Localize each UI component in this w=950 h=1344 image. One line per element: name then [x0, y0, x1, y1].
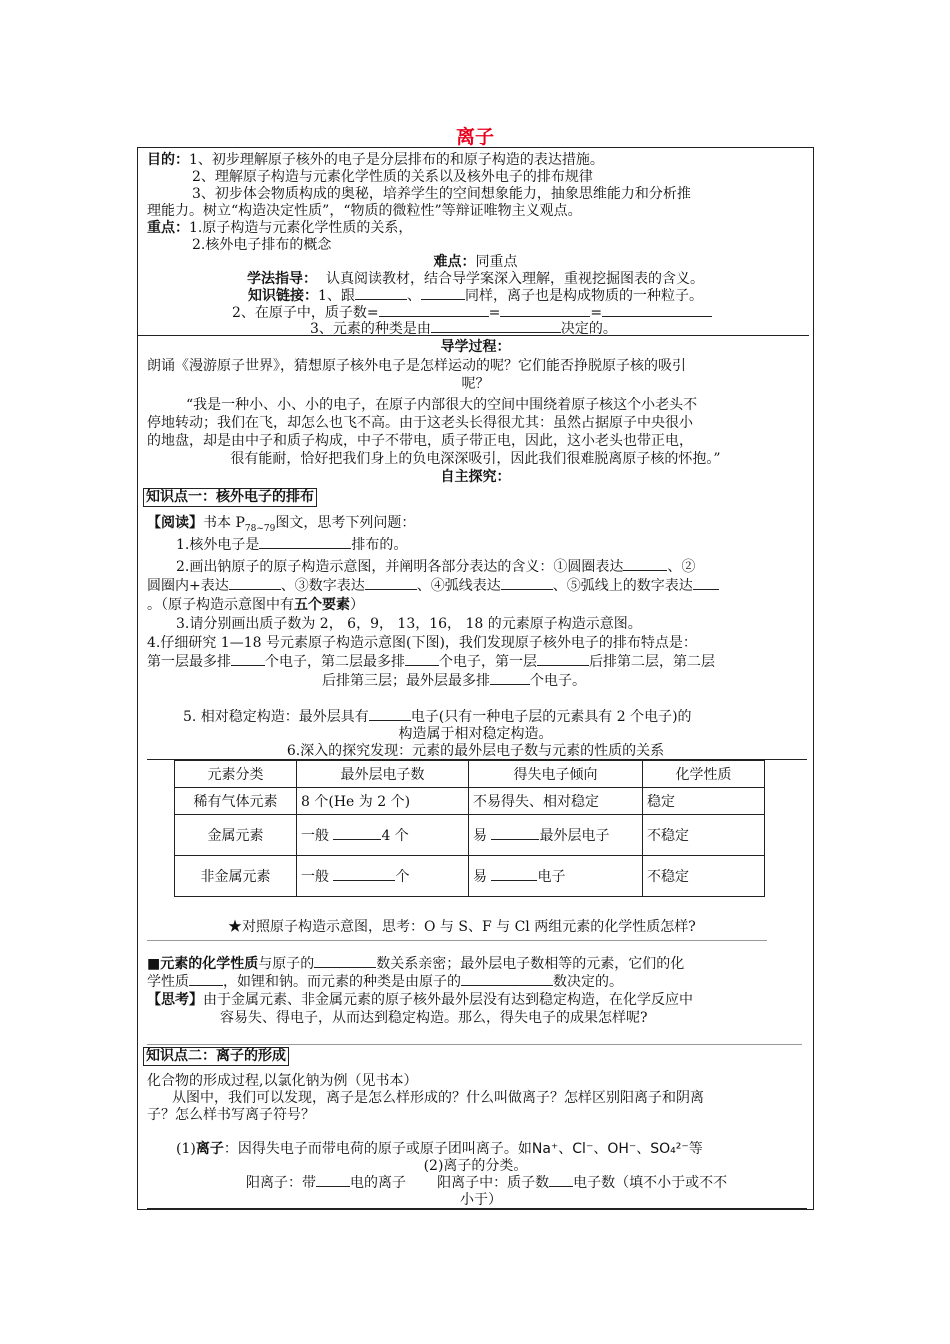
page-title: 离子	[455, 126, 494, 148]
question-4-cont: 第一层最多排 个电子，第二层最多排 个电子，第一层 后排第二层，第二层	[147, 654, 715, 670]
table-header-cell: 元素分类	[175, 761, 297, 788]
goal-label: 目的：	[147, 152, 189, 168]
self-explore-heading: 自主探究：	[440, 469, 511, 485]
question-6: 6.深入的探究发现：元素的最外层电子数与元素的性质的关系	[286, 743, 665, 759]
blank[interactable]	[369, 708, 411, 721]
blank[interactable]	[461, 973, 553, 986]
blank[interactable]	[229, 577, 281, 590]
table-cell: 不易得失、相对稳定	[469, 788, 643, 815]
knowledge-point-1-title: 知识点一：核外电子的排布	[143, 488, 317, 507]
table-header-cell: 化学性质	[643, 761, 765, 788]
table-row	[175, 856, 765, 897]
table-row	[175, 788, 765, 815]
blank[interactable]	[501, 577, 553, 590]
goal-line-2: 2、理解原子构造与元素化学性质的关系以及核外电子的排布规律	[192, 169, 593, 185]
read-line: 【阅读】书本 $P_{78\sim 79}$图文，思考下列问题：	[147, 515, 416, 534]
intro-line-2: 呢？	[461, 376, 490, 392]
blank[interactable]	[333, 827, 381, 840]
blank[interactable]	[491, 827, 539, 840]
table-cell: 不稳定	[643, 856, 765, 897]
blank[interactable]	[259, 536, 351, 549]
question-5: 5. 相对稳定构造：最外层具有 电子(只有一种电子层的元素具有 2 个电子)的	[183, 709, 692, 725]
poem-line-4: 很有能耐，恰好把我们身上的负电深深吸引，因此我们很难脱离原子核的怀抱。”	[230, 451, 721, 467]
question-2: 2.画出钠原子的原子构造示意图，并阐明各部分表达的含义：①圆圈表达 、②	[176, 559, 696, 575]
goal-line-4: 理能力。树立“构造决定性质”，“物质的微粒性”等辩证唯物主义观点。	[147, 203, 582, 219]
blank[interactable]	[500, 304, 590, 317]
poem-line-2: 停地转动；我们在飞，却怎么也飞不高。由于这老头长得很尤其：虽然占据原子中央很小	[147, 415, 693, 431]
link-line-2: 2、在原子中，质子数= = =	[232, 304, 892, 322]
blank[interactable]	[602, 304, 712, 317]
blank[interactable]	[431, 320, 561, 333]
poem-line-3: 的地盘，却是由中子和质子构成，中子不带电，质子带正电，因此，这小老头也带正电，	[147, 433, 693, 449]
blank[interactable]	[405, 653, 439, 666]
poem-line-1: “我是一种小、小、小的电子，在原子内部很大的空间中围绕着原子核这个小老头不	[186, 397, 698, 413]
link-line-1: 知识链接：1、跟 、 同样，离子也是构成物质的一种粒子。	[248, 288, 703, 304]
table-cell: 金属元素	[175, 815, 297, 856]
star-question: ★对照原子构造示意图，思考：O 与 S、F 与 Cl 两组元素的化学性质怎样?	[228, 919, 696, 935]
table-header-cell: 最外层电子数	[297, 761, 469, 788]
cation-line: 阳离子：带 电的离子 阳离子中：质子数 电子数（填不小于或不不	[246, 1175, 728, 1191]
blank[interactable]	[491, 868, 537, 881]
question-5-cont: 构造属于相对稳定构造。	[398, 726, 553, 742]
table-cell: 非金属元素	[175, 856, 297, 897]
key-label: 重点：	[147, 220, 189, 236]
blank[interactable]	[314, 955, 376, 968]
goal-line-1: 目的：1、初步理解原子核外的电子是分层排布的和原子构造的表达措施。	[147, 152, 604, 168]
intro-line-1: 朗诵《漫游原子世界》，猜想原子核外电子是怎样运动的呢？它们能否挣脱原子核的吸引	[147, 358, 686, 374]
blank[interactable]	[355, 287, 407, 300]
kp2-line-3: 子？怎么样书写离子符号？	[147, 1107, 315, 1123]
table-cell: 一般 4 个	[297, 815, 469, 856]
guide-heading: 导学过程：	[440, 339, 511, 355]
method-line: 学法指导： 认真阅读教材，结合导学案深入理解，重视挖掘图表的含义。	[247, 271, 704, 287]
blank[interactable]	[549, 1174, 573, 1187]
divider	[147, 1044, 802, 1045]
blank[interactable]	[365, 577, 417, 590]
kp2-line-2: 从图中，我们可以发现，离子是怎么样形成的？什么叫做离子？怎样区别阳离子和阴离	[172, 1090, 704, 1106]
blank[interactable]	[379, 304, 489, 317]
divider	[147, 940, 767, 941]
table-cell: 不稳定	[643, 815, 765, 856]
table-cell: 稀有气体元素	[175, 788, 297, 815]
blank[interactable]	[316, 1174, 350, 1187]
kp2-line-1: 化合物的形成过程,以氯化钠为例（见书本）	[147, 1073, 418, 1089]
question-3: 3.请分别画出质子数为 2， 6，9， 13，16， 18 的元素原子构造示意图。	[176, 616, 642, 632]
blank[interactable]	[333, 868, 395, 881]
question-4-end: 后排第三层；最外层最多排 个电子。	[322, 673, 586, 689]
ion-classification: (2)离子的分类。	[423, 1158, 528, 1174]
blank[interactable]	[693, 577, 719, 590]
cation-line-cont: 小于）	[460, 1192, 502, 1208]
question-4: 4.仔细研究 1—18 号元素原子构造示意图(下图)，我们发现原子核外电子的排布特点是：	[147, 635, 697, 651]
table-header-row	[175, 761, 765, 788]
goal-line-3: 3、初步体会物质构成的奥秘，培养学生的空间想象能力，抽象思维能力和分析推	[192, 186, 691, 202]
divider	[147, 1208, 807, 1209]
question-2-cont: 圆圈内+表达 、③数字表达 、④弧线表达 、⑤弧线上的数字表达	[147, 577, 807, 595]
knowledge-point-2-title: 知识点二：离子的形成	[143, 1047, 289, 1066]
table-cell: 8 个(He 为 2 个)	[297, 788, 469, 815]
table-row	[175, 815, 765, 856]
question-1: 1.核外电子是 排布的。	[176, 537, 408, 553]
table-cell: 易 电子	[469, 856, 643, 897]
divider	[137, 335, 809, 336]
link-line-3: 3、元素的种类是由 决定的。	[310, 321, 617, 337]
key-line-1: 重点：1.原子构造与元素化学性质的关系，	[147, 220, 413, 236]
blank[interactable]	[421, 287, 465, 300]
key-line-2: 2.核外电子排布的概念	[192, 237, 332, 253]
difficulty-line: 难点：同重点	[433, 254, 518, 270]
table-cell: 易 最外层电子	[469, 815, 643, 856]
blank[interactable]	[189, 973, 223, 986]
chem-property-line-2: 学性质 ，如锂和钠。而元素的种类是由原子的 数决定的。	[147, 974, 623, 990]
question-2-end: 。（原子构造示意图中有五个要素）	[147, 597, 364, 613]
blank[interactable]	[231, 653, 265, 666]
ion-definition: (1)离子：因得失电子而带电荷的原子或原子团叫离子。如Na⁺、Cl⁻、OH⁻、SO₄²⁻等	[176, 1141, 703, 1157]
element-property-table	[174, 760, 765, 897]
think-line-2: 容易失、得电子，从而达到稳定构造。那么，得失电子的成果怎样呢?	[220, 1010, 648, 1026]
blank[interactable]	[623, 558, 667, 571]
table-cell: 稳定	[643, 788, 765, 815]
think-line-1: 【思考】由于金属元素、非金属元素的原子核外最外层没有达到稳定构造，在化学反应中	[147, 992, 693, 1008]
table-header-cell: 得失电子倾向	[469, 761, 643, 788]
blank[interactable]	[490, 672, 530, 685]
table-cell: 一般 个	[297, 856, 469, 897]
blank[interactable]	[537, 653, 589, 666]
chem-property-line-1: ■元素的化学性质与原子的 数关系亲密；最外层电子数相等的元素，它们的化	[147, 956, 685, 972]
